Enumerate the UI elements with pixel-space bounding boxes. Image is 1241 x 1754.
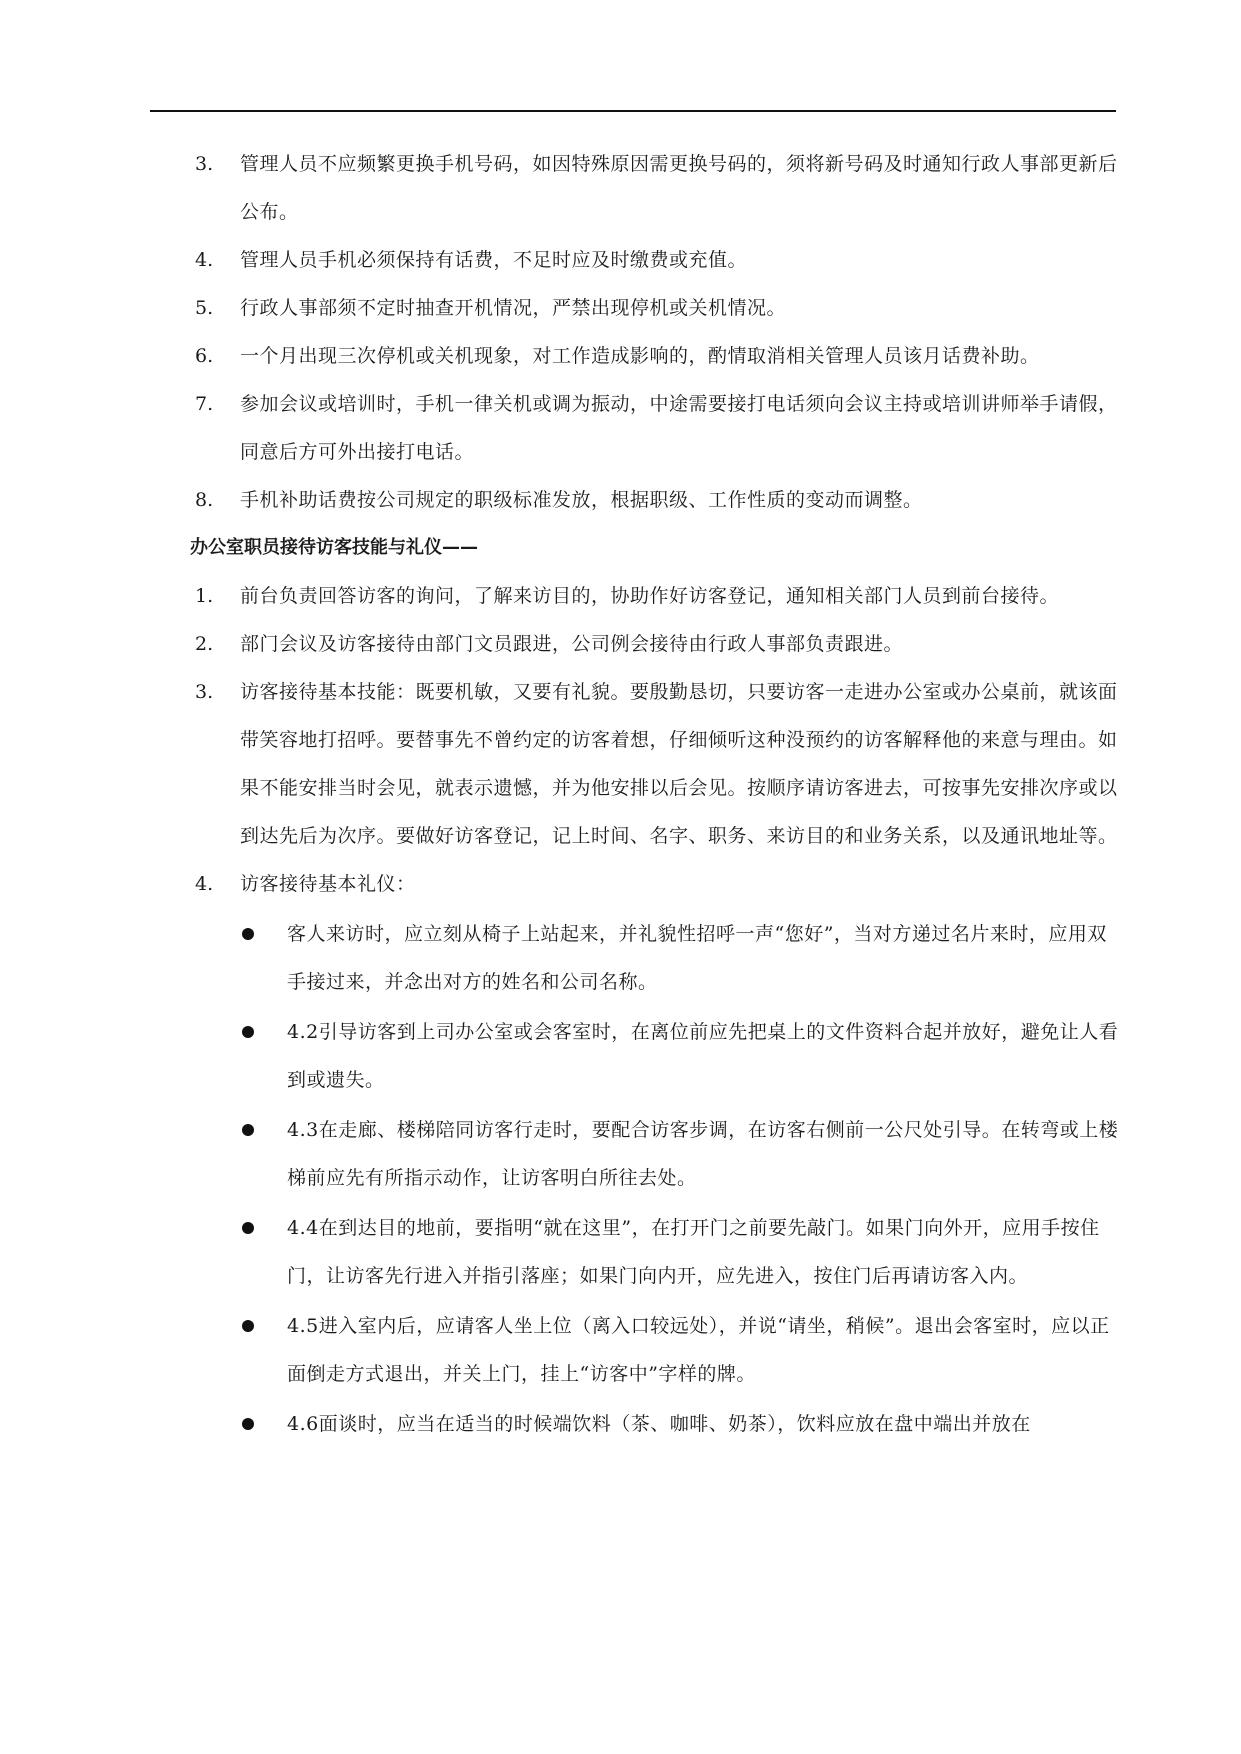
list-item [190, 140, 1120, 236]
list-item [190, 572, 1120, 620]
bullet-text: 4.4在到达目的地前，要指明“就在这里”，在打开门之前要先敲门。如果门向外开，应用手按住门，让访客先行进入并指引落座；如果门向内开，应先进入，按住门后再请访客入内。 [287, 1217, 1100, 1287]
bullet-item [242, 910, 1120, 1006]
bullet-dot-icon [242, 910, 287, 958]
item-number: 4. [195, 873, 214, 895]
bullet-dot-icon [242, 1302, 287, 1350]
item-text: 访客接待基本礼仪： [240, 873, 416, 895]
bullet-item [242, 1302, 1120, 1398]
item-number: 4. [195, 249, 214, 271]
item-number: 3. [195, 681, 214, 703]
item-text: 参加会议或培训时，手机一律关机或调为振动，中途需要接打电话须向会议主持或培训讲师举手请假，同意后方可外出接打电话。 [240, 393, 1118, 463]
bullet-text: 客人来访时，应立刻从椅子上站起来，并礼貌性招呼一声“您好”，当对方递过名片来时，应用双手接过来，并念出对方的姓名和公司名称。 [287, 923, 1107, 993]
list-item [190, 236, 1120, 284]
document-body [190, 140, 1120, 1448]
bullet-text: 4.6面谈时，应当在适当的时候端饮料（茶、咖啡、奶茶），饮料应放在盘中端出并放在 [287, 1413, 1031, 1435]
list-item [190, 620, 1120, 668]
item-number: 1. [195, 585, 214, 607]
item-text: 管理人员手机必须保持有话费，不足时应及时缴费或充值。 [240, 249, 748, 271]
item-text: 部门会议及访客接待由部门文员跟进，公司例会接待由行政人事部负责跟进。 [240, 633, 904, 655]
bullet-item [242, 1400, 1120, 1448]
bullet-item [242, 1106, 1120, 1202]
item-number: 7. [195, 393, 214, 415]
list-item [190, 380, 1120, 476]
item-number: 2. [195, 633, 214, 655]
list-item [190, 668, 1120, 860]
header-rule [150, 110, 1116, 112]
list-item [190, 476, 1120, 524]
bullet-text: 4.2引导访客到上司办公室或会客室时，在离位前应先把桌上的文件资料合起并放好，避免让人看到或遗失。 [287, 1021, 1119, 1091]
item-number: 6. [195, 345, 214, 367]
list-item [190, 860, 1120, 908]
list-item [190, 332, 1120, 380]
bullet-text: 4.3在走廊、楼梯陪同访客行走时，要配合访客步调，在访客右侧前一公尺处引导。在转弯或上楼梯前应先有所指示动作，让访客明白所往去处。 [287, 1119, 1119, 1189]
item-text: 前台负责回答访客的询问，了解来访目的，协助作好访客登记，通知相关部门人员到前台接待。 [240, 585, 1060, 607]
bullet-item [242, 1204, 1120, 1300]
item-text: 访客接待基本技能：既要机敏，又要有礼貌。要殷勤恳切，只要访客一走进办公室或办公桌前，就该面带笑容地打招呼。要替事先不曾约定的访客着想，仔细倾听这种没预约的访客解释他的来意与理由。如果不能安排当时会见，就表示遗憾，并为他安排以后会见。按顺序请访客进去，可按事先安排次序或以到达先后为次序。要做好访客登记，记上时间、名字、职务、来访目的和业务关系，以及通讯地址等。 [240, 681, 1118, 847]
bullet-dot-icon [242, 1008, 287, 1056]
list-item [190, 284, 1120, 332]
bullet-list [242, 910, 1120, 1448]
item-number: 8. [195, 489, 214, 511]
section-heading: 办公室职员接待访客技能与礼仪—— [190, 537, 478, 558]
bullet-text: 4.5进入室内后，应请客人坐上位（离入口较远处），并说“请坐，稍候”。退出会客室时，应以正面倒走方式退出，并关上门，挂上“访客中”字样的牌。 [287, 1315, 1110, 1385]
bullet-dot-icon [242, 1106, 287, 1154]
bullet-dot-icon [242, 1400, 287, 1448]
item-number: 5. [195, 297, 214, 319]
item-number: 3. [195, 153, 214, 175]
item-text: 管理人员不应频繁更换手机号码，如因特殊原因需更换号码的，须将新号码及时通知行政人事部更新后公布。 [240, 153, 1118, 223]
item-text: 行政人事部须不定时抽查开机情况，严禁出现停机或关机情况。 [240, 297, 787, 319]
item-text: 一个月出现三次停机或关机现象，对工作造成影响的，酌情取消相关管理人员该月话费补助。 [240, 345, 1040, 367]
bullet-dot-icon [242, 1204, 287, 1252]
bullet-item [242, 1008, 1120, 1104]
item-text: 手机补助话费按公司规定的职级标准发放，根据职级、工作性质的变动而调整。 [240, 489, 923, 511]
